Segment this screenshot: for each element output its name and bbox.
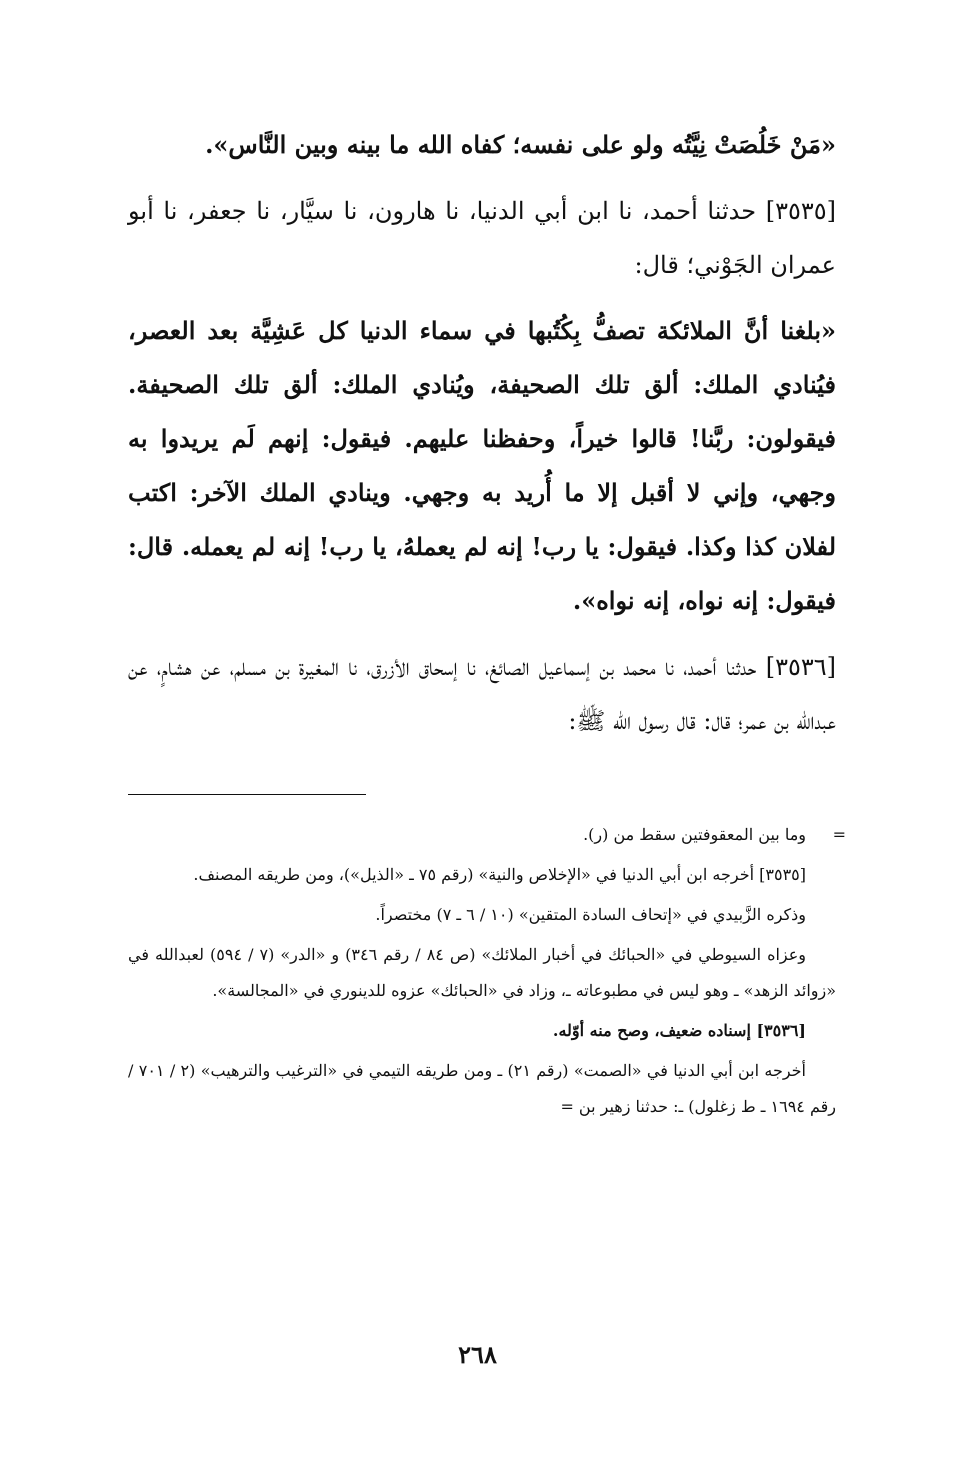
main-text [128,118,836,748]
footnote-3536-grading: [٣٥٣٦] إسناده ضعيف، وصح منه أوّله. [552,1021,806,1040]
footnote-divider [128,794,366,795]
footnote-continuation [128,817,846,853]
continuation-mark: = [832,825,846,844]
hadith-text-3535: «بلغنا أنَّ الملائكة تصفُّ بِكُتُبها في سماء الدنيا كل عَشِيَّة بعد العصر، فيُنادي الملك: ألق تلك الصحيفة، ويُنادي الملك: ألق تلك الصحيفة. فيقولون: ربَّنا! قالوا خيراً، وحفظنا عليهم. فيقول: إنهم لَم يريدوا به وجهي، وإني لا أقبل إلا ما أُريد به وجهي. وينادي الملك الآخر: اكتب لفلان كذا وكذا. فيقول: يا رب! إنه لم يعملهُ، يا رب! إنه لم يعمله. قال: فيقول: إنه نواه، إنه نواه». [128,316,836,615]
isnad-3535: [٣٥٣٥] حدثنا أحمد، نا ابن أبي الدنيا، نا هارون، نا سيَّار، نا جعفر، نا أبو عمران الجَوْني؛ قال: [128,197,836,279]
footnotes [128,817,846,1125]
isnad-3536: [٣٥٣٦] حدثنا أحمد، نا محمد بن إسماعيل الصائغ، نا إسحاق الأزرق، نا المغيرة بن مسلم، عن هشامٍ، عن عبدالله بن عمر؛ قال: قال رسول الله ﷺ: [128,653,836,735]
hadith-text-3534-ending: «مَنْ خَلُصَتْ نِيَّتُه ولو على نفسه؛ كفاه الله ما بينه وبين النَّاس». [205,130,836,159]
footnote-continuation-text: وما بين المعقوفتين سقط من (ر). [583,825,806,844]
footnote-3535-suyuti: وعزاه السيوطي في «الحبائك في أخبار الملائك» (ص ٨٤ / رقم ٣٤٦) و «الدر» (٧ / ٥٩٤) لعبدالله في «زوائد الزهد» ـ وهو ليس في مطبوعاته ـ، وزاد في «الحبائك» عزوه للدينوري في «المجالسة». [128,945,836,1000]
footnote-3535-zabidi: وذكره الزَّبيدي في «إتحاف السادة المتقين» (١٠ / ٦ ـ ٧) مختصراً. [375,905,806,924]
page-number: ٢٦٨ [458,1340,497,1369]
page [128,118,846,1125]
footnote-3536-takhrij: أخرجه ابن أبي الدنيا في «الصمت» (رقم ٢١) ـ ومن طريقه التيمي في «الترغيب والترهيب» (٢ / ٧٠١ / رقم ١٦٩٤ ـ ط زغلول) ـ: حدثنا زهير بن = [128,1061,836,1116]
footnote-3535: [٣٥٣٥] أخرجه ابن أبي الدنيا في «الإخلاص والنية» (رقم ٧٥ ـ «الذيل»)، ومن طريقه المصنف. [193,865,806,884]
